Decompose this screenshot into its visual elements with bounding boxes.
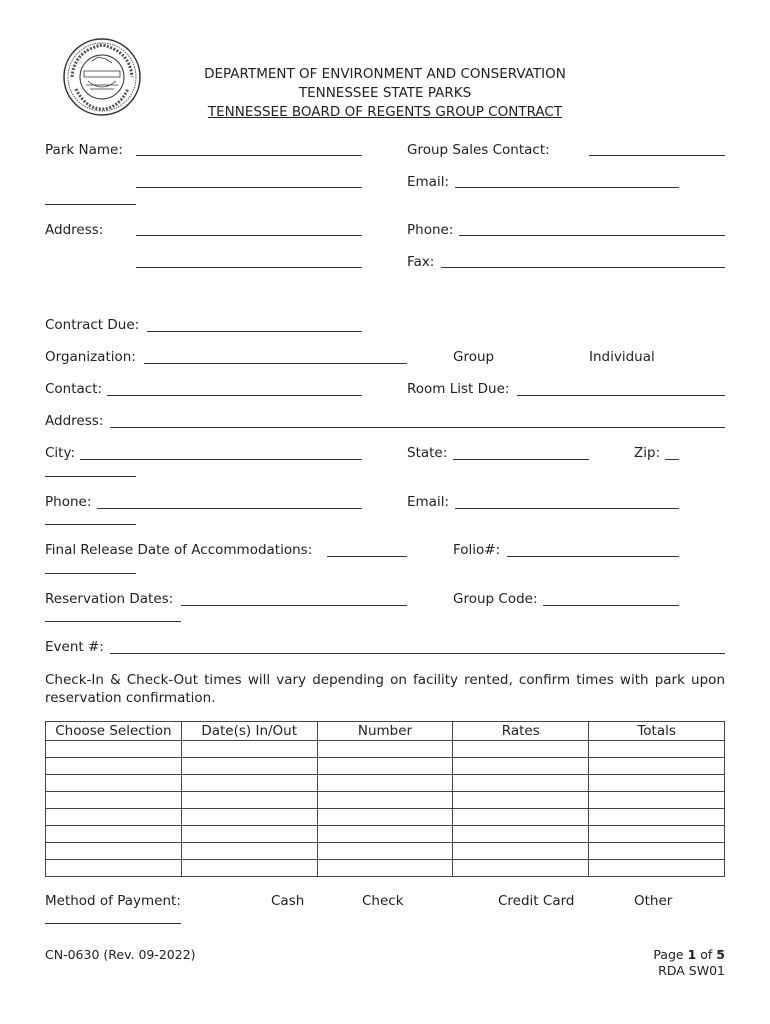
payment-option-credit-card[interactable]: Credit Card — [498, 893, 575, 909]
table-cell[interactable] — [453, 758, 589, 775]
table-row — [46, 741, 725, 758]
park-address-field-2[interactable] — [136, 267, 362, 268]
state-field[interactable] — [453, 459, 589, 460]
table-cell[interactable] — [317, 775, 453, 792]
table-cell[interactable] — [46, 826, 182, 843]
page-number: 1 — [687, 947, 697, 962]
group-address-label: Address: — [45, 413, 104, 429]
header-parks: TENNESSEE STATE PARKS — [298, 85, 472, 101]
organization-field[interactable] — [144, 363, 407, 364]
park-phone-field[interactable] — [459, 235, 725, 236]
payment-field[interactable] — [45, 923, 181, 924]
table-cell[interactable] — [46, 758, 182, 775]
zip-field-continued[interactable] — [45, 476, 136, 477]
column-header: Date(s) In/Out — [181, 722, 317, 741]
table-header-row — [46, 722, 725, 741]
table-cell[interactable] — [453, 775, 589, 792]
table-cell[interactable] — [453, 792, 589, 809]
group-phone-label: Phone: — [45, 494, 92, 510]
table-cell[interactable] — [453, 809, 589, 826]
table-cell[interactable] — [181, 843, 317, 860]
park-fax-label: Fax: — [407, 254, 435, 270]
park-fax-field[interactable] — [441, 267, 725, 268]
of-word: of — [700, 947, 713, 962]
group-address-field[interactable] — [110, 427, 725, 428]
table-row — [46, 860, 725, 877]
table-cell[interactable] — [181, 775, 317, 792]
form-id: CN-0630 (Rev. 09-2022) — [45, 947, 196, 962]
payment-option-other[interactable]: Other — [634, 893, 673, 909]
organization-label: Organization: — [45, 349, 136, 365]
column-header: Rates — [453, 722, 589, 741]
table-cell[interactable] — [317, 809, 453, 826]
table-cell[interactable] — [181, 826, 317, 843]
table-cell[interactable] — [453, 843, 589, 860]
table-cell[interactable] — [46, 843, 182, 860]
column-header: Number — [317, 722, 453, 741]
state-label: State: — [407, 445, 448, 461]
column-header: Totals — [589, 722, 725, 741]
group-option[interactable]: Group — [453, 349, 495, 365]
final-release-field[interactable] — [327, 556, 407, 557]
table-cell[interactable] — [46, 860, 182, 877]
group-sales-contact-label: Group Sales Contact: — [407, 142, 550, 158]
table-cell[interactable] — [317, 792, 453, 809]
table-cell[interactable] — [46, 809, 182, 826]
park-email-label: Email: — [407, 174, 450, 190]
table-cell[interactable] — [181, 809, 317, 826]
table-cell[interactable] — [589, 843, 725, 860]
table-row — [46, 826, 725, 843]
table-cell[interactable] — [589, 826, 725, 843]
column-header: Choose Selection — [46, 722, 182, 741]
group-phone-field[interactable] — [97, 508, 362, 509]
reservation-dates-field-continued[interactable] — [45, 621, 181, 622]
rda-code: RDA SW01 — [658, 963, 725, 978]
table-cell[interactable] — [317, 843, 453, 860]
park-address-label: Address: — [45, 222, 104, 238]
payment-option-check[interactable]: Check — [362, 893, 404, 909]
table-cell[interactable] — [453, 860, 589, 877]
table-cell[interactable] — [317, 741, 453, 758]
table-cell[interactable] — [589, 809, 725, 826]
city-field[interactable] — [80, 459, 362, 460]
table-cell[interactable] — [589, 741, 725, 758]
park-phone-label: Phone: — [407, 222, 454, 238]
group-email-field[interactable] — [455, 508, 679, 509]
table-cell[interactable] — [453, 741, 589, 758]
park-name-field-2[interactable] — [136, 187, 362, 188]
final-release-label: Final Release Date of Accommodations: — [45, 542, 313, 558]
header-department: DEPARTMENT OF ENVIRONMENT AND CONSERVATION — [204, 66, 566, 82]
table-cell[interactable] — [589, 775, 725, 792]
city-label: City: — [45, 445, 76, 461]
table-row — [46, 758, 725, 775]
table-cell[interactable] — [46, 741, 182, 758]
reservation-dates-label: Reservation Dates: — [45, 591, 174, 607]
zip-label: Zip: — [634, 445, 661, 461]
park-address-field[interactable] — [136, 235, 362, 236]
table-cell[interactable] — [589, 860, 725, 877]
final-release-field-continued[interactable] — [45, 573, 136, 574]
event-field[interactable] — [110, 653, 725, 654]
room-list-due-field[interactable] — [517, 395, 725, 396]
table-cell[interactable] — [181, 758, 317, 775]
table-cell[interactable] — [453, 826, 589, 843]
payment-option-cash[interactable]: Cash — [271, 893, 305, 909]
group-code-field[interactable] — [543, 605, 679, 606]
contact-field[interactable] — [107, 395, 362, 396]
table-cell[interactable] — [317, 826, 453, 843]
group-sales-contact-field[interactable] — [589, 155, 725, 156]
table-cell[interactable] — [181, 741, 317, 758]
table-cell[interactable] — [317, 860, 453, 877]
table-cell[interactable] — [46, 792, 182, 809]
reservation-dates-field[interactable] — [181, 605, 407, 606]
contract-due-field[interactable] — [147, 331, 362, 332]
contract-due-label: Contract Due: — [45, 317, 140, 333]
park-name-label: Park Name: — [45, 142, 123, 158]
group-email-field-continued[interactable] — [45, 524, 136, 525]
group-email-label: Email: — [407, 494, 450, 510]
table-cell[interactable] — [589, 792, 725, 809]
table-row — [46, 775, 725, 792]
table-cell[interactable] — [46, 775, 182, 792]
check-in-notice: Check-In & Check-Out times will vary depending on facility rented, confirm times with park upon reservation confirmation. — [45, 672, 725, 706]
table-row — [46, 809, 725, 826]
table-cell[interactable] — [181, 792, 317, 809]
event-label: Event #: — [45, 639, 104, 655]
page-indicator — [653, 947, 725, 962]
table-row — [46, 843, 725, 860]
table-cell[interactable] — [589, 758, 725, 775]
folio-field[interactable] — [507, 556, 679, 557]
park-extra-field[interactable] — [45, 204, 136, 205]
payment-method-label: Method of Payment: — [45, 893, 181, 909]
page-word: Page — [653, 947, 684, 962]
park-email-field[interactable] — [455, 187, 679, 188]
selection-table — [45, 721, 725, 877]
group-code-label: Group Code: — [453, 591, 538, 607]
table-cell[interactable] — [181, 860, 317, 877]
folio-label: Folio#: — [453, 542, 501, 558]
zip-field[interactable] — [665, 459, 679, 460]
table-row — [46, 792, 725, 809]
contact-label: Contact: — [45, 381, 103, 397]
individual-option[interactable]: Individual — [589, 349, 655, 365]
table-cell[interactable] — [317, 758, 453, 775]
page-total: 5 — [716, 947, 725, 962]
header-contract-title: TENNESSEE BOARD OF REGENTS GROUP CONTRACT — [207, 104, 563, 120]
park-name-field[interactable] — [136, 155, 362, 156]
room-list-due-label: Room List Due: — [407, 381, 510, 397]
